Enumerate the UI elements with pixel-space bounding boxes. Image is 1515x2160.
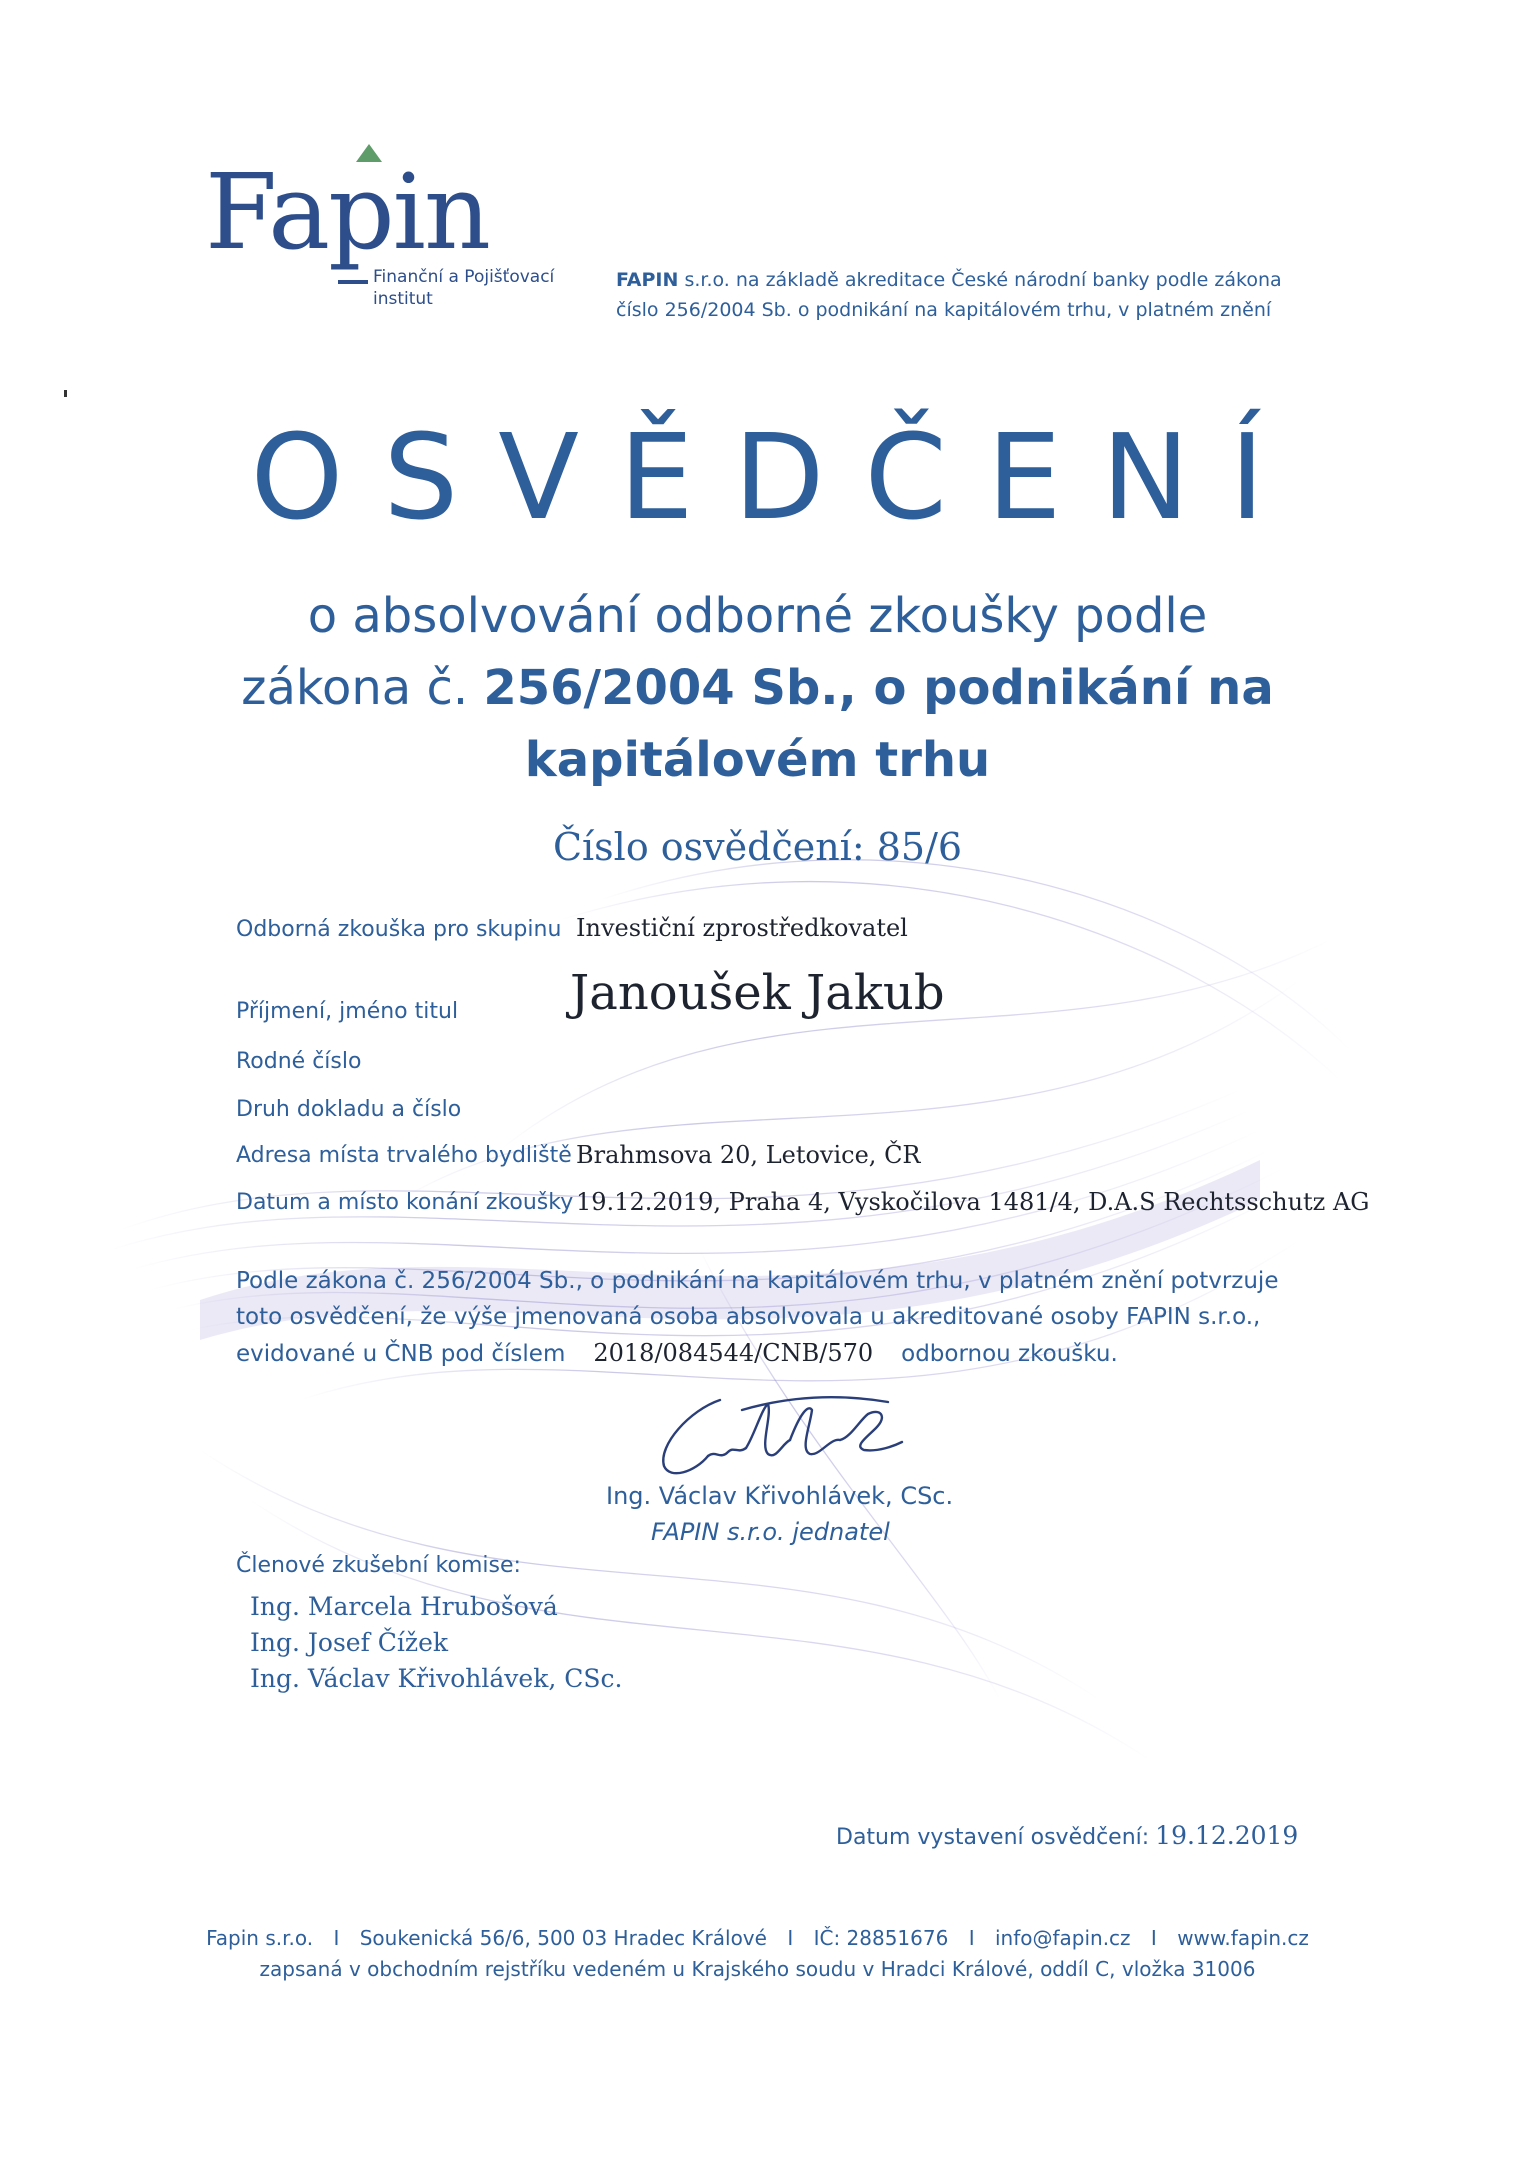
scan-mark bbox=[64, 390, 67, 397]
certification-statement bbox=[236, 1263, 1356, 1372]
statement-line2: toto osvědčení, že výše jmenovaná osoba absolvovala u akreditované osoby FAPIN s.r.o., bbox=[236, 1304, 1261, 1330]
footer-separator: I bbox=[333, 1926, 340, 1950]
accreditation-line2: číslo 256/2004 Sb. o podnikání na kapitálovém trhu, v platném znění bbox=[616, 299, 1272, 321]
statement-line3-suffix: odbornou zkoušku. bbox=[901, 1341, 1118, 1367]
document-subtitle bbox=[160, 580, 1355, 796]
footer-registry-line: zapsaná v obchodním rejstříku vedeném u Krajského soudu v Hradci Králové, oddíl C, vložka 31006 bbox=[259, 1957, 1256, 1981]
exam-date-place-value: 19.12.2019, Praha 4, Vyskočilova 1481/4, D.A.S Rechtsschutz AG bbox=[576, 1188, 1370, 1216]
issue-date-label: Datum vystavení osvědčení: bbox=[836, 1825, 1150, 1850]
name-label: Příjmení, jméno titul bbox=[236, 999, 459, 1024]
fapin-logo bbox=[205, 151, 605, 320]
birth-number-label: Rodné číslo bbox=[236, 1049, 362, 1074]
accreditation-line1 bbox=[616, 265, 1336, 295]
logo-underline bbox=[338, 280, 368, 284]
committee-member-3: Ing. Václav Křivohlávek, CSc. bbox=[250, 1664, 623, 1693]
committee-member-1: Ing. Marcela Hrubošová bbox=[250, 1592, 558, 1621]
subtitle-line1: o absolvování odborné zkoušky podle bbox=[307, 588, 1208, 644]
subtitle-line3-bold: kapitálovém trhu bbox=[524, 732, 991, 788]
footer-separator: I bbox=[1150, 1926, 1157, 1950]
exam-date-place-label: Datum a místo konání zkoušky bbox=[236, 1190, 574, 1215]
name-value: Janoušek Jakub bbox=[570, 965, 945, 1021]
logo-caret-icon bbox=[356, 144, 382, 162]
footer-separator: I bbox=[787, 1926, 794, 1950]
address-label: Adresa místa trvalého bydliště bbox=[236, 1143, 572, 1168]
footer-separator: I bbox=[968, 1926, 975, 1950]
group-label: Odborná zkouška pro skupinu bbox=[236, 917, 562, 942]
group-value: Investiční zprostředkovatel bbox=[576, 914, 908, 942]
document-id-label: Druh dokladu a číslo bbox=[236, 1097, 462, 1122]
statement-line3-prefix: evidované u ČNB pod číslem bbox=[236, 1341, 566, 1367]
statement-line1: Podle zákona č. 256/2004 Sb., o podnikání na kapitálovém trhu, v platném znění potvrzuje bbox=[236, 1268, 1279, 1294]
accreditation-company: FAPIN bbox=[616, 269, 679, 291]
statement-line3 bbox=[236, 1335, 1356, 1372]
document-title: OSVĚDČENÍ bbox=[250, 408, 1305, 546]
registration-number: 2018/084544/CNB/570 bbox=[593, 1339, 874, 1367]
logo-wordmark: Fapin bbox=[205, 151, 489, 273]
logo-subtitle-line2: institut bbox=[373, 289, 433, 309]
footer-company: Fapin s.r.o. bbox=[206, 1926, 314, 1950]
accreditation-line1-text: s.r.o. na základě akreditace České národní banky podle zákona bbox=[678, 269, 1282, 291]
footer-contact-line bbox=[0, 1926, 1515, 1950]
issue-date-value: 19.12.2019 bbox=[1155, 1821, 1299, 1850]
certificate-number: Číslo osvědčení: 85/6 bbox=[552, 825, 963, 869]
subtitle-line2-prefix: zákona č. bbox=[241, 660, 484, 716]
footer-web: www.fapin.cz bbox=[1177, 1926, 1309, 1950]
subtitle-line2-bold: 256/2004 Sb., o podnikání na bbox=[483, 660, 1274, 716]
accreditation-note bbox=[616, 265, 1336, 325]
subtitle-line3 bbox=[160, 724, 1355, 796]
signer-name: Ing. Václav Křivohlávek, CSc. bbox=[606, 1482, 954, 1510]
issue-date bbox=[836, 1821, 1298, 1850]
address-value: Brahmsova 20, Letovice, ČR bbox=[576, 1141, 921, 1169]
logo-subtitle-line1: Finanční a Pojišťovací bbox=[373, 267, 555, 287]
committee-member-2: Ing. Josef Čížek bbox=[250, 1628, 449, 1657]
subtitle-line2 bbox=[160, 652, 1355, 724]
footer-email: info@fapin.cz bbox=[994, 1926, 1131, 1950]
handwritten-signature bbox=[650, 1380, 910, 1490]
footer-address: Soukenická 56/6, 500 03 Hradec Králové bbox=[359, 1926, 767, 1950]
committee-label: Členové zkušební komise: bbox=[236, 1553, 521, 1578]
signer-role: FAPIN s.r.o. jednatel bbox=[651, 1518, 890, 1546]
footer-ico: IČ: 28851676 bbox=[813, 1926, 949, 1950]
